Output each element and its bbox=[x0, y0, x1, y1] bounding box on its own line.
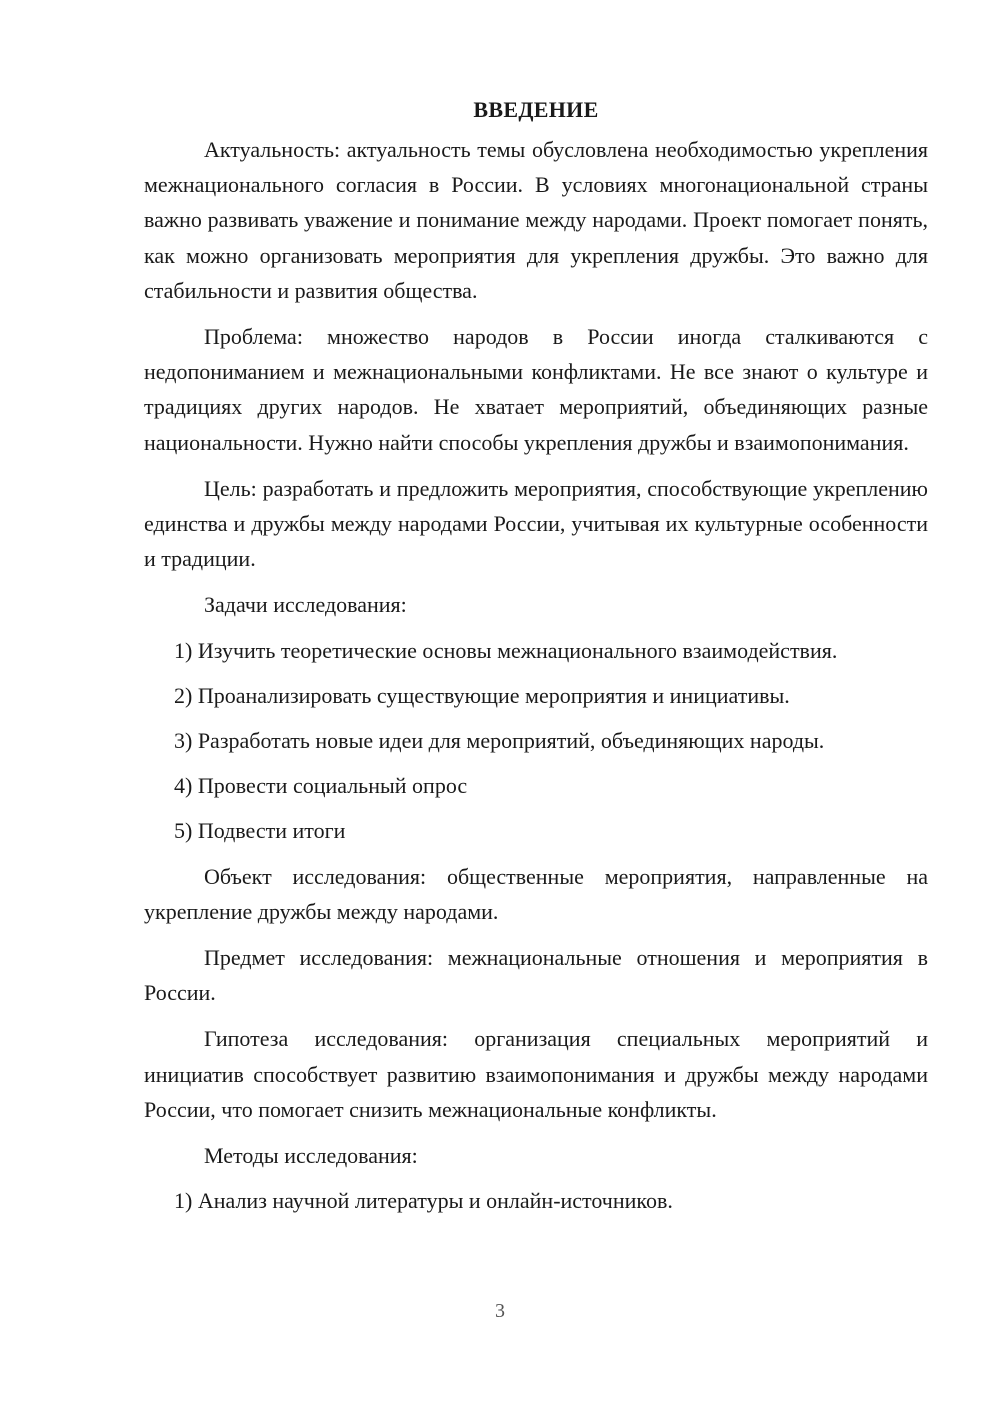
list-item: 2) Проанализировать существующие мероприятия и инициативы. bbox=[174, 682, 790, 708]
goal-paragraph: Цель: разработать и предложить мероприятия, способствующие укреплению единства и дружбы между народами России, учитывая их культурные особенности и традиции. bbox=[144, 475, 928, 572]
page-number: 3 bbox=[495, 1300, 505, 1322]
list-item: 4) Провести социальный опрос bbox=[174, 773, 468, 799]
relevance-paragraph: Актуальность: актуальность темы обусловлена необходимостью укрепления межнационального согласия в России. В условиях многонациональной страны важно развивать уважение и понимание между народами. Проект помогает понять, как можно организовать мероприятия для укрепления дружбы. Это важно для стабильности и развития общества. bbox=[144, 137, 928, 303]
methods-heading: Методы исследования: bbox=[204, 1143, 418, 1169]
list-item: 1) Анализ научной литературы и онлайн-источников. bbox=[174, 1188, 673, 1214]
tasks-heading: Задачи исследования: bbox=[204, 592, 407, 618]
document-page bbox=[144, 92, 928, 1228]
list-item: 1) Изучить теоретические основы межнационального взаимодействия. bbox=[174, 637, 838, 663]
tasks-list bbox=[144, 633, 928, 849]
subject-paragraph: Предмет исследования: межнациональные отношения и мероприятия в России. bbox=[144, 945, 928, 1006]
methods-list bbox=[144, 1183, 928, 1218]
object-paragraph: Объект исследования: общественные мероприятия, направленные на укрепление дружбы между народами. bbox=[144, 863, 928, 924]
hypothesis-paragraph: Гипотеза исследования: организация специальных мероприятий и инициатив способствует развитию взаимопонимания и дружбы между народами России, что помогает снизить межнациональные конфликты. bbox=[144, 1026, 928, 1122]
problem-paragraph: Проблема: множество народов в России иногда сталкиваются с недопониманием и межнациональными конфликтами. Не все знают о культуре и традициях других народов. Не хватает мероприятий, объединяющих разные национальности. Нужно найти способы укрепления дружбы и взаимопонимания. bbox=[144, 324, 928, 455]
list-item: 3) Разработать новые идеи для мероприятий, объединяющих народы. bbox=[174, 728, 825, 754]
document-title: ВВЕДЕНИЕ bbox=[473, 97, 599, 122]
list-item: 5) Подвести итоги bbox=[174, 818, 346, 844]
